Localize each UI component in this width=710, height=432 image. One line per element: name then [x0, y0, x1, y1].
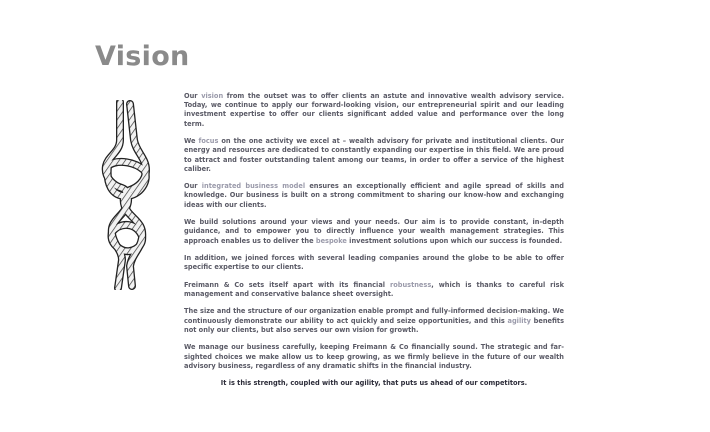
paragraph-partners: In addition, we joined forces with several leading companies around the globe to be able to offer specific expertise to our clients.	[184, 254, 564, 272]
keyword-integrated-business-model: integrated business model	[201, 182, 306, 191]
keyword-vision: vision	[201, 92, 224, 100]
rope-knot-icon	[100, 100, 154, 290]
paragraph-business-model: Our integrated business model ensures an exceptionally efficient and agile spread of skills and knowledge. Our business is built on a strong commitment to sharing our know-how and exchanging ideas with our clients.	[184, 182, 564, 209]
keyword-bespoke: bespoke	[315, 236, 347, 245]
page-title: Vision	[95, 41, 190, 72]
paragraph-growth: We manage our business carefully, keeping Freimann & Co financially sound. The strategic and far-sighted choices we make allow us to keep growing, as we firmly believe in the future of our wealth advisory business, regardless of any dramatic shifts in the financial industry.	[184, 343, 564, 370]
keyword-focus: focus	[198, 137, 219, 146]
paragraph-robustness: Freimann & Co sets itself apart with its financial robustness, which is thanks to careful risk management and conservative balance sheet oversight.	[184, 280, 564, 298]
paragraph-vision: Our vision from the outset was to offer clients an astute and innovative wealth advisory service. Today, we continue to apply our forward-looking vision, our entrepreneurial spirit and our leading investment expertise to offer our clients significant added value and performance over the long term.	[184, 92, 564, 128]
keyword-robustness: robustness	[389, 280, 432, 289]
paragraph-bespoke: We build solutions around your views and your needs. Our aim is to provide constant, in-depth guidance, and to empower you to directly influence your wealth management strategies. This approach enables us to deliver the bespoke investment solutions upon which our success is founded.	[184, 218, 564, 245]
paragraph-focus: We focus on the one activity we excel at – wealth advisory for private and institutional clients. Our energy and resources are dedicated to constantly expanding our expertise in this field. We are proud to attract and foster outstanding talent among our teams, in order to offer a service of the highest caliber.	[184, 137, 564, 173]
paragraph-agility: The size and the structure of our organization enable prompt and fully-informed decision-making. We continuously demonstrate our ability to act quickly and seize opportunities, and this agility benefits not only our clients, but also serves our own vision for growth.	[184, 307, 564, 334]
closing-statement: It is this strength, coupled with our agility, that puts us ahead of our competitors.	[220, 379, 528, 388]
vision-body	[184, 92, 564, 397]
keyword-agility: agility	[507, 316, 531, 325]
